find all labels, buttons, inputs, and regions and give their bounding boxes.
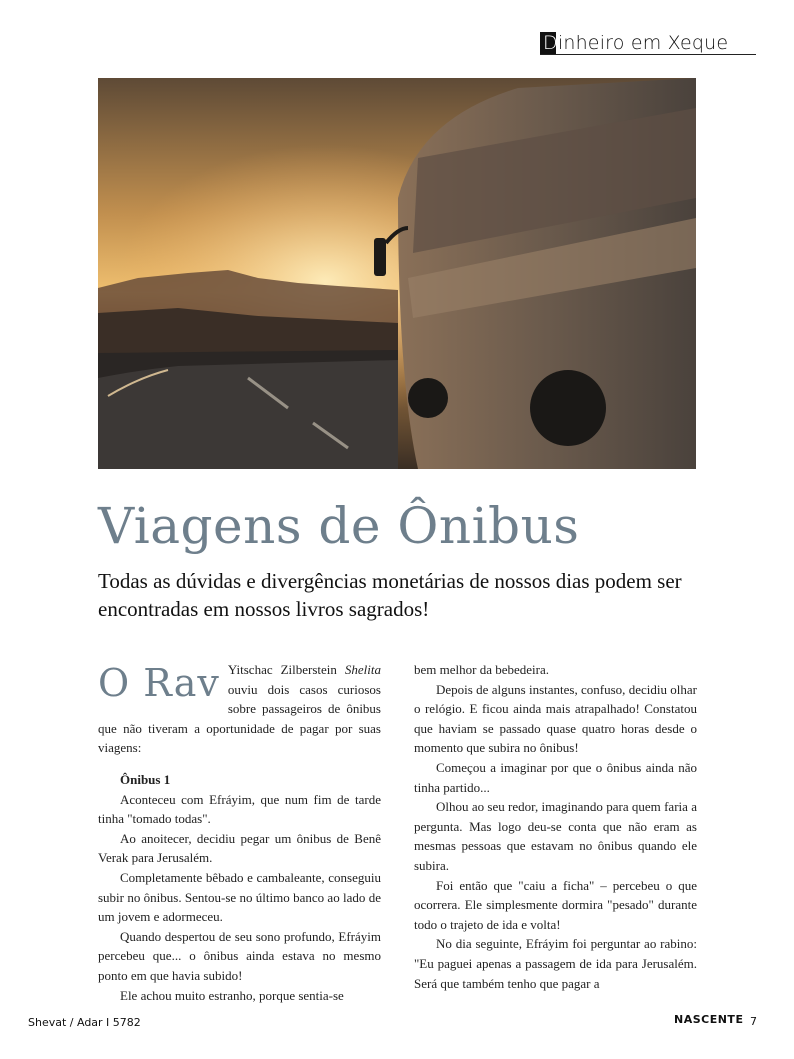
header-rule <box>540 54 756 55</box>
page-number: 7 <box>750 1015 757 1028</box>
article-subtitle: Todas as dúvidas e divergências monetárias de nossos dias podem ser encontradas em nossos livros sagrados! <box>98 569 682 621</box>
section-label-text <box>543 32 728 54</box>
paragraph: Depois de alguns instantes, confuso, decidiu olhar o relógio. E ficou ainda mais atrapalhado! Constatou que haviam se passado quase quatro horas desde o momento que subira no ônibus! <box>414 681 697 756</box>
footer-issue: Shevat / Adar I 5782 <box>28 1016 141 1029</box>
section-label <box>540 31 728 55</box>
paragraph: Quando despertou de seu sono profundo, Efráyim percebeu que... o ônibus ainda estava no mesmo ponto em que havia subido! <box>98 928 381 983</box>
paragraph: Foi então que "caiu a ficha" – percebeu o que ocorrera. Ele simplesmente dormira "pesado" durante todo o trajeto de ida e volta! <box>414 877 697 932</box>
paragraph-continuation: bem melhor da bebedeira. <box>414 662 549 677</box>
dropcap: O Rav <box>98 661 220 705</box>
paragraph: Ele achou muito estranho, porque sentia-se <box>120 987 344 1003</box>
paragraph: Olhou ao seu redor, imaginando para quem faria a pergunta. Mas logo deu-se conta que não eram as mesmas pessoas que estavam no ônibus quando ele subira. <box>414 799 697 873</box>
footer-logo: NASCENTE <box>674 1013 744 1026</box>
intro-paragraph <box>98 660 381 758</box>
section-label-initial: D <box>543 32 558 54</box>
intro-text-italic: Shelita <box>344 662 381 677</box>
article-column-left <box>98 660 381 1005</box>
paragraph: Ao anoitecer, decidiu pegar um ônibus de Benê Verak para Jerusalém. <box>98 830 381 866</box>
paragraph: Começou a imaginar por que o ônibus ainda não tinha partido... <box>414 759 697 795</box>
subheading-onibus-1: Ônibus 1 <box>120 771 171 787</box>
article-column-right <box>414 660 697 993</box>
paragraph: Completamente bêbado e cambaleante, conseguiu subir no ônibus. Sentou-se no último banco ao lado de um jovem e adormeceu. <box>98 869 381 925</box>
section-label-rest: inheiro em Xeque <box>557 32 729 54</box>
bus-on-highway-at-sunset-photo <box>98 78 696 469</box>
paragraph: No dia seguinte, Efráyim foi perguntar ao rabino: "Eu paguei apenas a passagem de ida para Jerusalém. Será que também tenho que pagar a <box>414 936 697 991</box>
hero-photo <box>98 78 696 469</box>
paragraph: Aconteceu com Efráyim, que num fim de tarde tinha "tomado todas". <box>98 791 381 827</box>
article-title: Viagens de Ônibus <box>98 497 580 555</box>
intro-text-a: Yitschac Zilberstein <box>227 662 345 677</box>
intro-text-b: ouviu dois casos curiosos sobre passageiros de ônibus que não tiveram a oportunidade de pagar por suas viagens: <box>98 681 381 756</box>
